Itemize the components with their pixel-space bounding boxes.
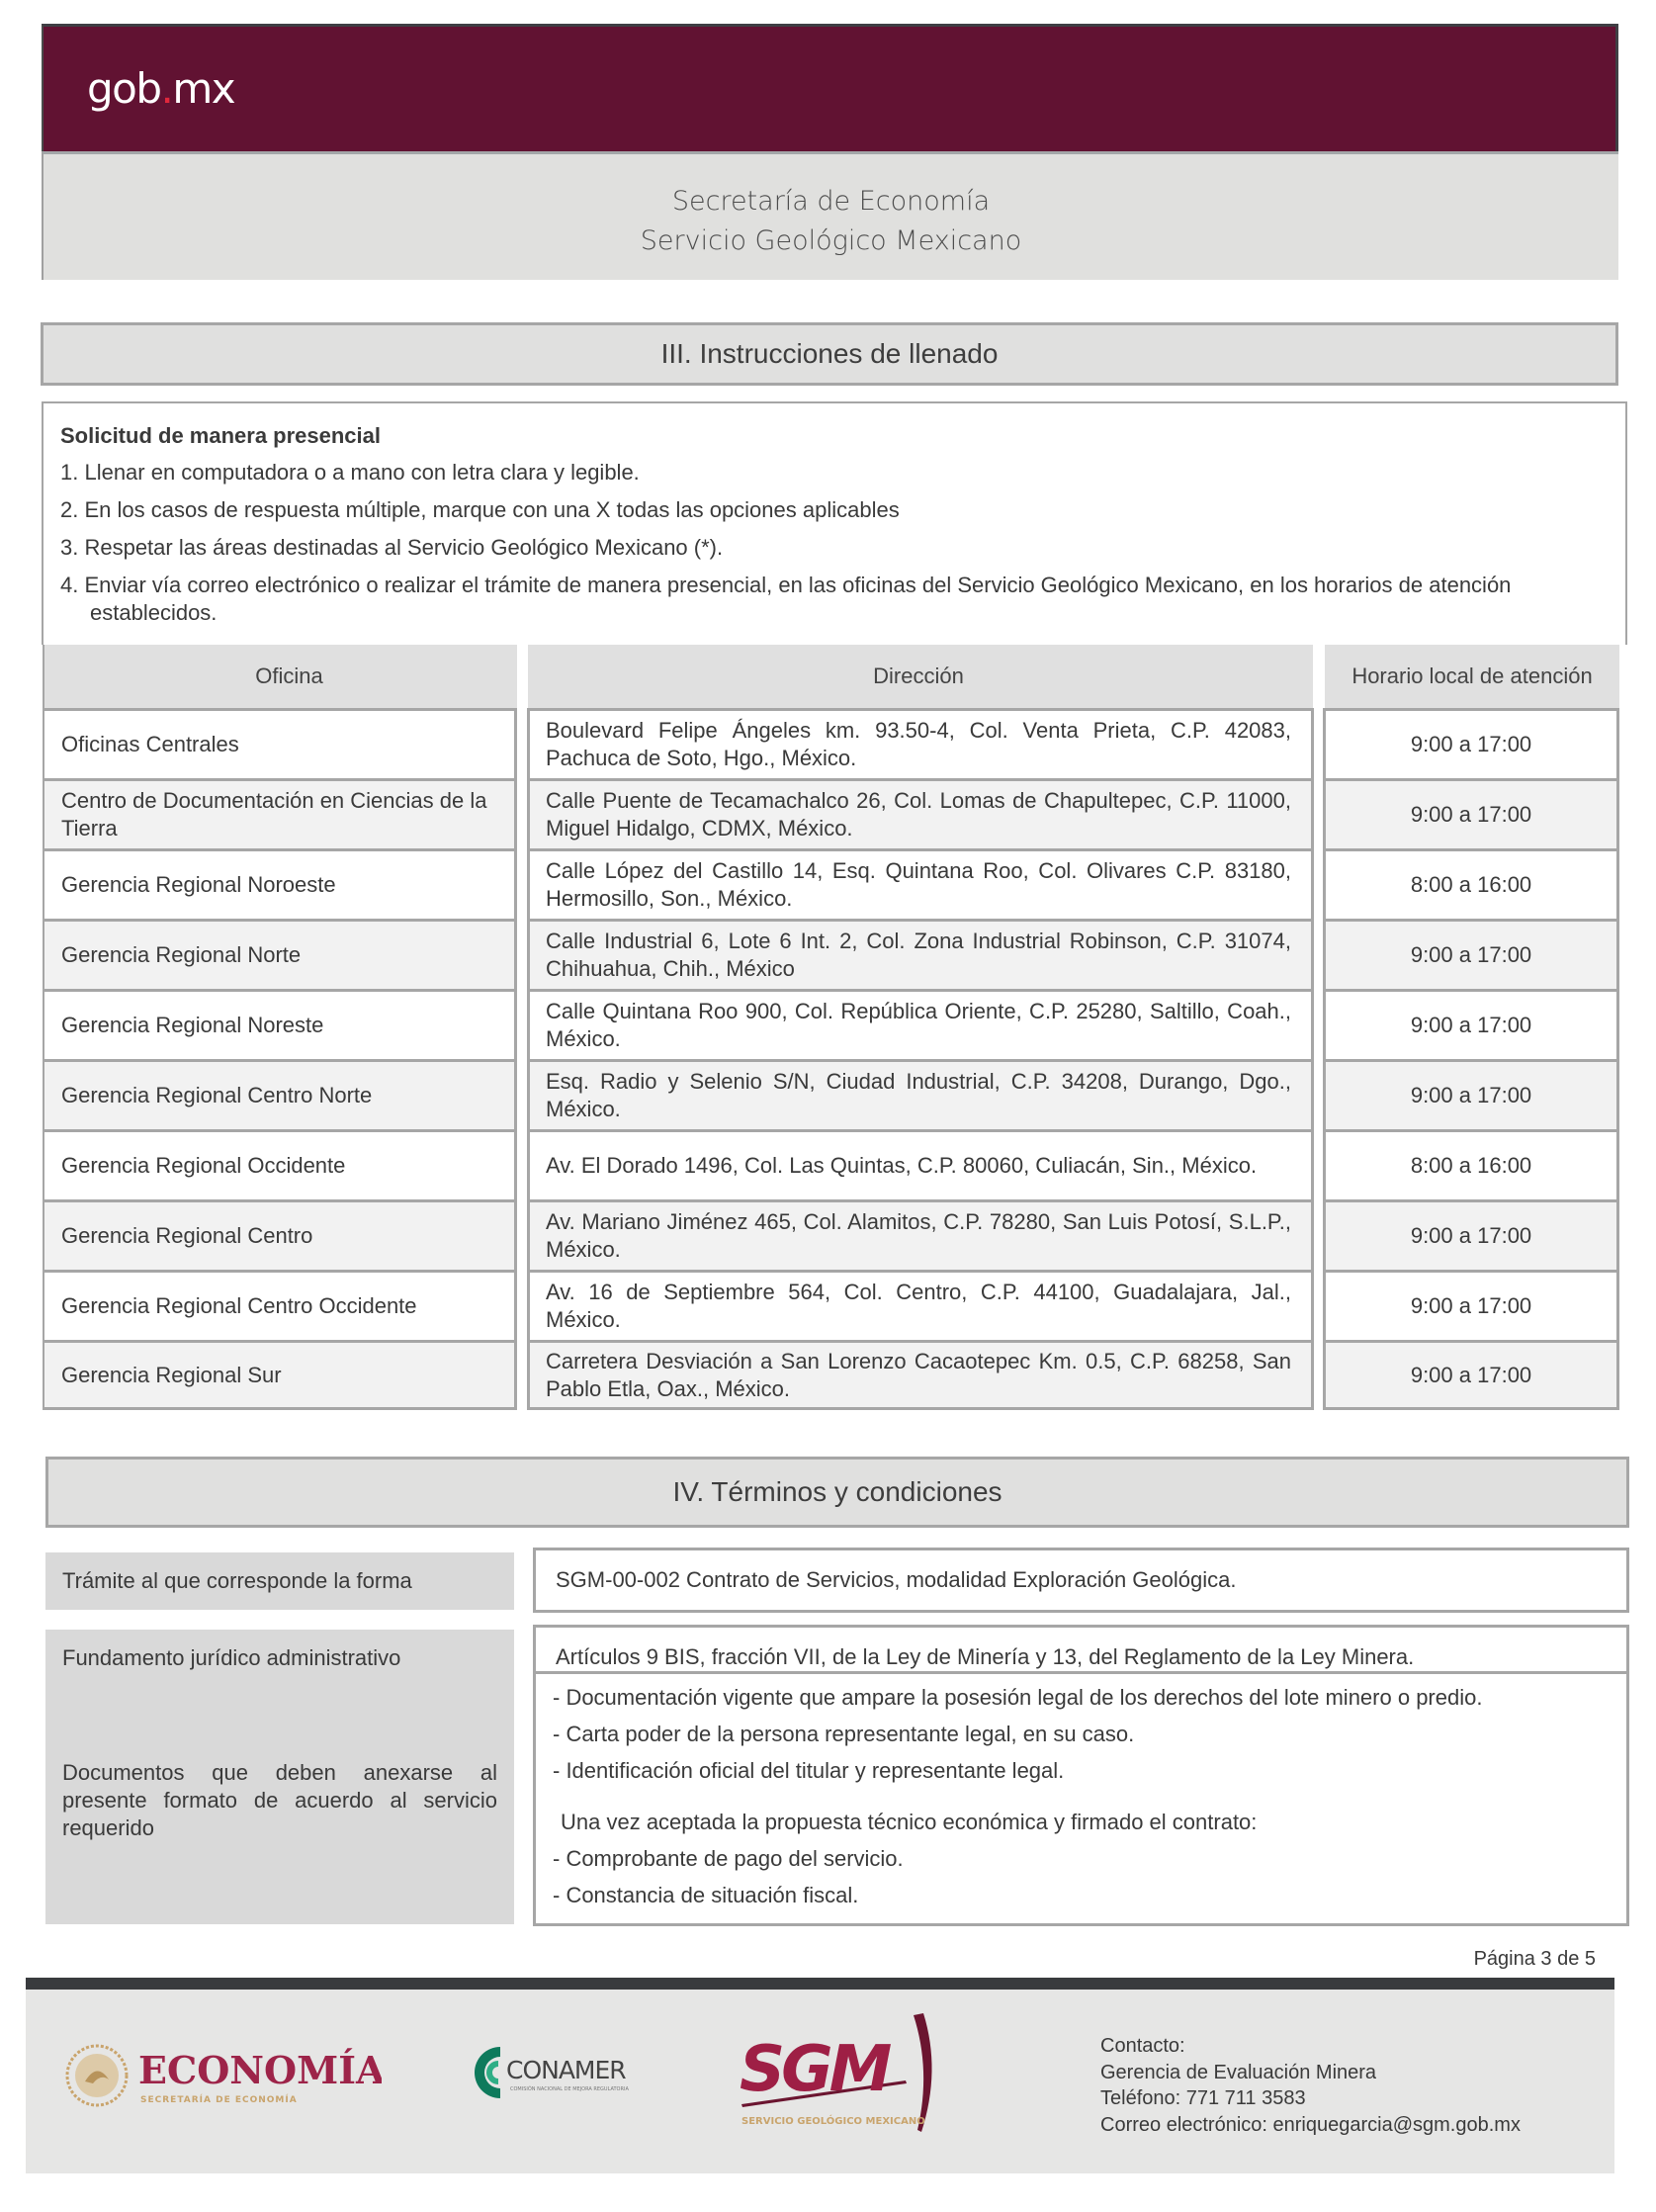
document-item: - Carta poder de la persona representante legal, en su caso. — [553, 1722, 1135, 1746]
contact-block — [1100, 2033, 1521, 2138]
office-address-cell — [527, 708, 1314, 778]
table-row — [43, 919, 1619, 989]
footer — [26, 1990, 1614, 2173]
organization-band — [42, 151, 1618, 280]
office-hours-cell: 9:00 a 17:00 — [1323, 1199, 1619, 1270]
terms-label-tramite: Trámite al que corresponde la forma — [45, 1552, 514, 1610]
office-address-cell — [527, 1059, 1314, 1129]
after-acceptance-note: Una vez aceptada la propuesta técnico económica y firmado el contrato: — [561, 1810, 1258, 1834]
section-title: IV. Términos y condiciones — [672, 1476, 1002, 1507]
table-row — [43, 989, 1619, 1059]
conamer-logo — [469, 2041, 656, 2102]
org-line-sgm: Servicio Geológico Mexicano — [640, 225, 1022, 256]
offices-table — [43, 645, 1619, 1410]
terms-label-fundamento: Fundamento jurídico administrativo — [45, 1630, 514, 1687]
instruction-item: 1. Llenar en computadora o a mano con letra clara y legible. — [60, 460, 640, 485]
conamer-subtitle: COMISIÓN NACIONAL DE MEJORA REGULATORIA — [510, 2086, 629, 2092]
column-header-oficina: Oficina — [43, 645, 517, 708]
table-body — [43, 708, 1619, 1410]
sgm-title: SGM — [740, 2033, 889, 2106]
table-row — [43, 1129, 1619, 1199]
document-item: - Constancia de situación fiscal. — [553, 1883, 859, 1907]
instructions-box — [42, 401, 1627, 645]
instruction-item: 3. Respetar las áreas destinadas al Servicio Geológico Mexicano (*). — [60, 535, 724, 560]
table-row — [43, 708, 1619, 778]
office-address-text: Boulevard Felipe Ángeles km. 93.50-4, Col. Venta Prieta, C.P. 42083, Pachuca de Soto, Hgo., México. — [546, 718, 1291, 770]
office-name-cell: Gerencia Regional Norte — [43, 919, 517, 989]
office-hours-cell: 9:00 a 17:00 — [1323, 708, 1619, 778]
office-hours-cell: 9:00 a 17:00 — [1323, 989, 1619, 1059]
office-name-cell: Gerencia Regional Centro Norte — [43, 1059, 517, 1129]
terms-value-documentos — [533, 1671, 1629, 1926]
table-row — [43, 778, 1619, 848]
office-address-text: Av. 16 de Septiembre 564, Col. Centro, C.P. 44100, Guadalajara, Jal., México. — [546, 1280, 1291, 1332]
table-row — [43, 1270, 1619, 1340]
office-name-cell: Gerencia Regional Sur — [43, 1340, 517, 1410]
office-name-cell: Centro de Documentación en Ciencias de la Tierra — [43, 778, 517, 848]
contact-department: Gerencia de Evaluación Minera — [1100, 2061, 1377, 2083]
gob-mx-logo[interactable] — [87, 64, 234, 113]
office-address-cell — [527, 919, 1314, 989]
table-row — [43, 848, 1619, 919]
section-title: III. Instrucciones de llenado — [660, 338, 999, 369]
sgm-pickaxe-icon — [738, 2011, 965, 2134]
sgm-logo — [738, 2011, 965, 2134]
office-hours-cell: 8:00 a 16:00 — [1323, 848, 1619, 919]
column-header-horario: Horario local de atención — [1325, 645, 1619, 708]
office-hours-cell: 8:00 a 16:00 — [1323, 1129, 1619, 1199]
logo-text-dot: . — [160, 64, 173, 113]
office-hours-cell: 9:00 a 17:00 — [1323, 1270, 1619, 1340]
office-address-cell — [527, 848, 1314, 919]
contact-heading: Contacto: — [1100, 2035, 1185, 2057]
instructions-subtitle: Solicitud de manera presencial — [60, 423, 382, 448]
page-number: Página 3 de 5 — [1473, 1948, 1596, 1970]
office-name-cell: Gerencia Regional Noreste — [43, 989, 517, 1059]
contact-phone: Teléfono: 771 711 3583 — [1100, 2087, 1306, 2109]
table-row — [43, 1340, 1619, 1410]
documents-label-text: Documentos que deben anexarse al presente formato de acuerdo al servicio requerido — [62, 1760, 497, 1840]
office-hours-cell: 9:00 a 17:00 — [1323, 778, 1619, 848]
terms-label-documentos — [45, 1677, 514, 1924]
conamer-title: CONAMER — [506, 2056, 626, 2084]
office-address-text: Av. Mariano Jiménez 465, Col. Alamitos, C.P. 78280, San Luis Potosí, S.L.P., México. — [546, 1209, 1291, 1262]
logo-text-gob: gob — [87, 64, 161, 113]
table-header-row — [43, 645, 1619, 708]
sgm-subtitle: SERVICIO GEOLÓGICO MEXICANO — [741, 2116, 925, 2127]
table-row — [43, 1199, 1619, 1270]
office-name-cell: Gerencia Regional Occidente — [43, 1129, 517, 1199]
economia-seal-icon — [65, 2036, 382, 2115]
logo-text-mx: mx — [172, 64, 235, 113]
section-terminos-header — [45, 1457, 1629, 1528]
office-address-cell — [527, 1270, 1314, 1340]
sgm-pickaxe-handle-icon — [914, 2013, 932, 2132]
column-header-direccion: Dirección — [528, 645, 1313, 708]
document-item: - Identificación oficial del titular y representante legal. — [553, 1758, 1065, 1783]
office-address-cell — [527, 1129, 1314, 1199]
office-name-cell: Gerencia Regional Noroeste — [43, 848, 517, 919]
office-name-cell: Oficinas Centrales — [43, 708, 517, 778]
section-instrucciones-header — [41, 322, 1618, 386]
terms-value-fundamento: Artículos 9 BIS, fracción VII, de la Ley de Minería y 13, del Reglamento de la Ley Minera. — [533, 1625, 1629, 1690]
office-hours-cell: 9:00 a 17:00 — [1323, 1059, 1619, 1129]
office-address-text: Calle Quintana Roo 900, Col. República Oriente, C.P. 25280, Saltillo, Coah., México. — [546, 999, 1291, 1051]
instruction-item: 4. Enviar vía correo electrónico o realizar el trámite de manera presencial, en las oficinas del Servicio Geológico Mexicano, en los horarios de atención establecidos. — [60, 573, 1512, 625]
economia-logo — [65, 2036, 382, 2115]
contact-email[interactable]: Correo electrónico: enriquegarcia@sgm.gob.mx — [1100, 2113, 1521, 2136]
office-address-text: Calle Industrial 6, Lote 6 Int. 2, Col. Zona Industrial Robinson, C.P. 31074, Chihuahua, Chih., México — [546, 929, 1291, 981]
instruction-item: 2. En los casos de respuesta múltiple, marque con una X todas las opciones aplicables — [60, 497, 900, 522]
office-hours-cell: 9:00 a 17:00 — [1323, 1340, 1619, 1410]
gob-header-bar — [42, 24, 1618, 152]
office-address-cell — [527, 1199, 1314, 1270]
office-name-cell: Gerencia Regional Centro — [43, 1199, 517, 1270]
office-address-text: Calle López del Castillo 14, Esq. Quintana Roo, Col. Olivares C.P. 83180, Hermosillo, Son., México. — [546, 858, 1291, 911]
economia-subtitle: SECRETARÍA DE ECONOMÍA — [140, 2095, 298, 2105]
economia-title: ECONOMÍA — [138, 2048, 382, 2092]
table-row — [43, 1059, 1619, 1129]
org-line-secretaria: Secretaría de Economía — [671, 186, 991, 217]
office-address-cell — [527, 1340, 1314, 1410]
office-address-text: Av. El Dorado 1496, Col. Las Quintas, C.P. 80060, Culiacán, Sin., México. — [546, 1153, 1258, 1178]
office-address-cell — [527, 989, 1314, 1059]
footer-divider-bar — [26, 1978, 1614, 1990]
office-name-cell: Gerencia Regional Centro Occidente — [43, 1270, 517, 1340]
office-address-cell — [527, 778, 1314, 848]
office-hours-cell: 9:00 a 17:00 — [1323, 919, 1619, 989]
office-address-text: Calle Puente de Tecamachalco 26, Col. Lomas de Chapultepec, C.P. 11000, Miguel Hidalgo, CDMX, México. — [546, 788, 1291, 841]
terms-value-tramite: SGM-00-002 Contrato de Servicios, modalidad Exploración Geológica. — [533, 1548, 1629, 1613]
document-item: - Documentación vigente que ampare la posesión legal de los derechos del lote minero o predio. — [553, 1685, 1483, 1710]
document-item: - Comprobante de pago del servicio. — [553, 1846, 904, 1871]
conamer-emblem-icon — [469, 2041, 656, 2102]
office-address-text: Carretera Desviación a San Lorenzo Cacaotepec Km. 0.5, C.P. 68258, San Pablo Etla, Oax., México. — [546, 1348, 1291, 1401]
office-address-text: Esq. Radio y Selenio S/N, Ciudad Industrial, C.P. 34208, Durango, Dgo., México. — [546, 1069, 1291, 1121]
